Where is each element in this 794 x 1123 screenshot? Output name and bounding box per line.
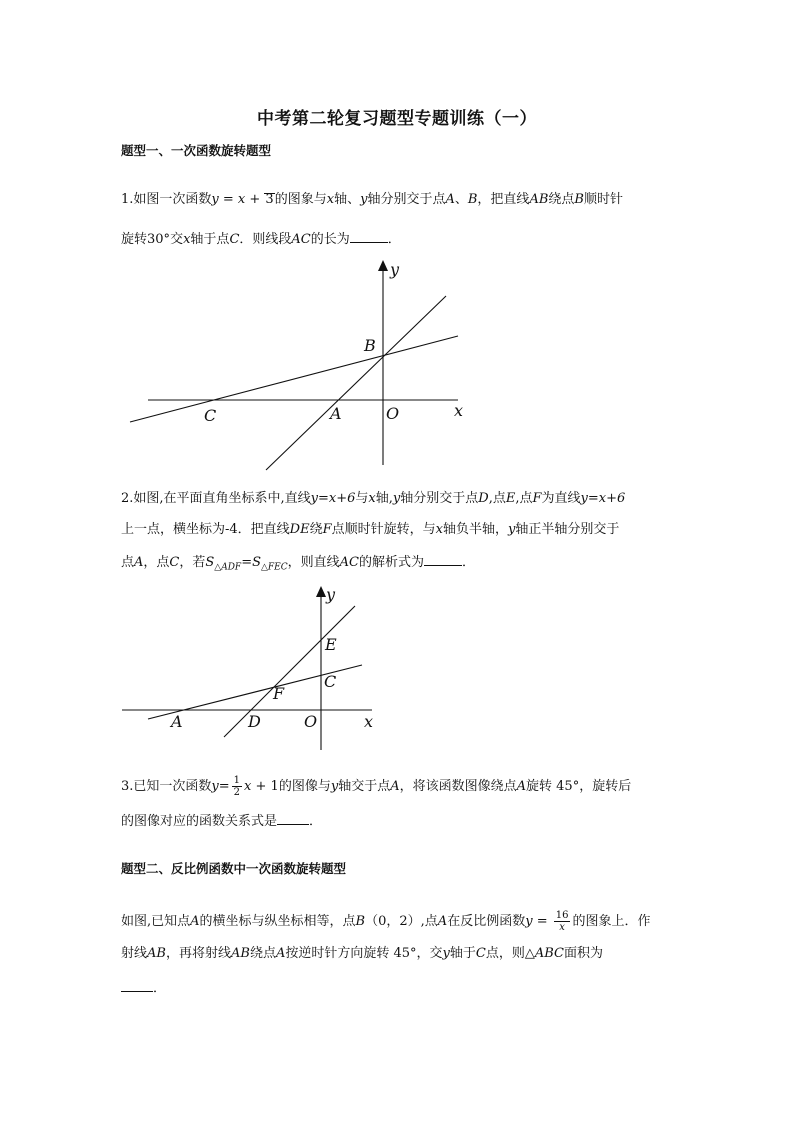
fig1-line-ab <box>266 296 446 470</box>
fig1-label-b: B <box>364 336 376 355</box>
fraction-16-over-x: $\frac{16}{x}$ <box>555 910 569 933</box>
question-2-line-1: 2.如图,在平面直角坐标系中,直线y=x+6与x轴,y轴分别交于点D,点E,点F为直线y=x+6 <box>121 491 626 506</box>
fig1-label-x: x <box>454 401 464 420</box>
fig2-label-y: y <box>326 585 336 604</box>
fraction-one-half: $\frac{1}{2}$ <box>233 775 241 798</box>
question-1-line-2: 旋转30°交x轴于点C．则线段AC的长为 ． <box>121 232 401 247</box>
fig2-label-c: C <box>324 672 337 691</box>
fig1-label-o: O <box>386 404 400 423</box>
fig1-y-arrow-icon <box>378 260 388 271</box>
answer-blank-2 <box>424 553 462 566</box>
fig1-label-c: C <box>204 406 217 425</box>
fig2-label-a: A <box>171 712 183 731</box>
fig2-line-ac <box>148 665 362 719</box>
fig2-label-e: E <box>325 635 337 654</box>
section-heading-1: 题型一、一次函数旋转题型 <box>121 143 272 158</box>
fig2-label-x: x <box>364 712 374 731</box>
section-heading-2: 题型二、反比例函数中一次函数旋转题型 <box>121 861 347 876</box>
fig1-label-y: y <box>390 260 400 279</box>
sqrt-3: 3 <box>265 192 274 207</box>
question-2-line-3: 点A，点C，若$S_{\triangle ADF}=S_{\triangle FEC}$，则直线AC的解析式为 ． <box>121 555 476 573</box>
question-4-line-3: ． <box>121 979 166 997</box>
answer-blank-1 <box>350 230 388 243</box>
fig2-y-arrow-icon <box>316 586 326 597</box>
question-1-line-1: 1.如图一次函数y = x + 3的图象与x轴、y轴分别交于点A、B，把直线AB绕点B顺时针 <box>121 192 623 207</box>
page-title: 中考第二轮复习题型专题训练（一） <box>257 109 537 129</box>
fig2-label-f: F <box>273 684 285 703</box>
answer-blank-4 <box>121 979 153 992</box>
question-4-line-1: 如图,已知点A的横坐标与纵坐标相等，点B（0，2）,点A在反比例函数y = $\frac{16}{x}$ 的图象上．作 <box>121 910 651 933</box>
question-3-line-1: 3.已知一次函数y= $\frac{1}{2}$ x + 1的图像与y轴交于点A，将该函数图像绕点A旋转 45°，旋转后 <box>121 775 632 798</box>
fig2-line-de <box>224 606 355 737</box>
question-4-line-2: 射线AB，再将射线AB绕点A按逆时针方向旋转 45°，交y轴于C点，则△ABC面积为 <box>121 946 604 961</box>
fig2-label-o: O <box>304 712 318 731</box>
fig1-label-a: A <box>330 404 342 423</box>
fig1-line-bc <box>130 336 458 422</box>
question-2-line-2: 上一点，横坐标为-4．把直线DE绕F点顺时针旋转，与x轴负半轴，y轴正半轴分别交于 <box>121 522 620 537</box>
question-3-line-2: 的图像对应的函数关系式是 ． <box>121 814 323 829</box>
fig2-label-d: D <box>248 712 261 731</box>
answer-blank-3 <box>277 812 309 825</box>
